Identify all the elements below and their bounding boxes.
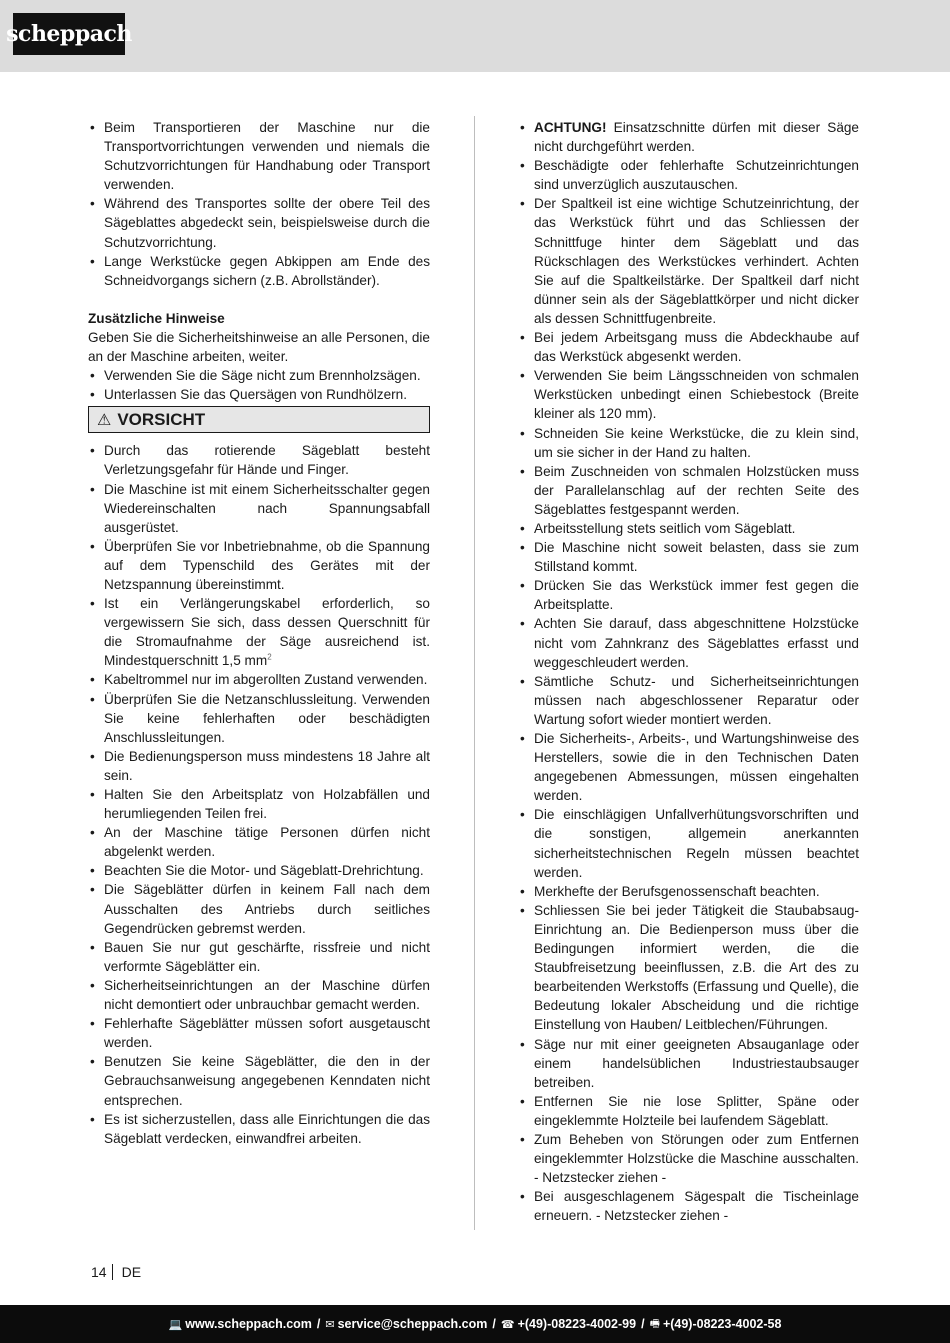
additional-notes-heading: Zusätzliche Hinweise <box>88 310 225 326</box>
list-item: • Schliessen Sie bei jeder Tätigkeit die Staubabsaug- Einrichtung an. Die Bedienperson muss über die Bedingungen informiert werden, die die Staubfreisetzung beeinflussen, z.B. die Art des zu bearbeitenden Werkstoffs (Erfassung und Quelle), die Bedeutung lokaler Abscheidung und die richtige Einstellung von Hauben/ Leitblechen/Führungen. <box>518 901 859 1035</box>
list-item: • An der Maschine tätige Personen dürfen nicht abgelenkt werden. <box>88 823 430 861</box>
list-item: • Merkhefte der Berufsgenossenschaft beachten. <box>518 882 859 901</box>
scheppach-logo: scheppach <box>13 13 125 55</box>
phone-icon: ☎ <box>500 1317 515 1331</box>
list-item: • Benutzen Sie keine Sägeblätter, die den in der Gebrauchsanweisung angegebenen Kenndaten nicht entsprechen. <box>88 1052 430 1109</box>
list-item: • Verwenden Sie beim Längsschneiden von schmalen Werkstücken unbedingt einen Schiebestock (Breite kleiner als 120 mm). <box>518 366 859 423</box>
contact-separator: / <box>316 1317 321 1331</box>
list-item: • Drücken Sie das Werkstück immer fest gegen die Arbeitsplatte. <box>518 576 859 614</box>
list-item: • Beim Zuschneiden von schmalen Holzstücken muss der Parallelanschlag auf der rechten Seite des Sägeblattes festgespannt werden. <box>518 462 859 519</box>
column-divider <box>474 116 475 1230</box>
website-link[interactable]: www.scheppach.com <box>185 1317 312 1331</box>
list-item <box>88 594 430 670</box>
additional-notes-intro: Geben Sie die Sicherheitshinweise an alle Personen, die an der Maschine arbeiten, weiter. <box>88 329 430 365</box>
list-item <box>518 118 859 156</box>
left-column <box>88 118 430 1148</box>
fax-number: +(49)-08223-4002-58 <box>662 1317 782 1331</box>
list-item: • Kabeltrommel nur im abgerollten Zustand verwenden. <box>88 670 430 689</box>
list-item: • Beachten Sie die Motor- und Sägeblatt-Drehrichtung. <box>88 861 430 880</box>
list-item: • Die Sägeblätter dürfen in keinem Fall nach dem Ausschalten des Antriebs durch seitliches Gegendrücken gebremst werden. <box>88 880 430 937</box>
list-item: • Entfernen Sie nie lose Splitter, Späne oder eingeklemmte Holzteile bei laufendem Sägeblatt. <box>518 1092 859 1130</box>
computer-icon: 💻 <box>168 1317 183 1331</box>
language-code: DE <box>121 1264 142 1280</box>
attention-bullet-list <box>518 118 859 156</box>
attention-text: Einsatzschnitte dürfen mit dieser Säge nicht durchgeführt werden. <box>534 120 859 155</box>
list-item: • Während des Transportes sollte der obere Teil des Sägeblattes abgedeckt sein, beispielsweise durch die Schutzvorrichtung. <box>88 194 430 251</box>
contact-bar <box>0 1305 950 1343</box>
list-item: • Sämtliche Schutz- und Sicherheitseinrichtungen müssen nach abgeschlossener Reparatur oder Wartung sofort wieder montiert werden. <box>518 672 859 729</box>
page-number: 14 <box>91 1264 107 1280</box>
cable-bullet-list <box>88 594 430 670</box>
list-item: • Die Bedienungsperson muss mindestens 18 Jahre alt sein. <box>88 747 430 785</box>
cable-text: Ist ein Verlängerungskabel erforderlich, so vergewissern Sie sich, dass dessen Querschnitt für die Stromaufnahme der Säge ausreichend ist. Mindestquerschnitt 1,5 mm <box>104 596 430 669</box>
list-item: • Schneiden Sie keine Werkstücke, die zu klein sind, um sie sicher in der Hand zu halten. <box>518 424 859 462</box>
caution-label: VORSICHT <box>117 410 206 430</box>
caution-box <box>88 406 430 433</box>
fax-icon: 🖷 <box>649 1316 660 1330</box>
caution-bullet-list-b <box>88 670 430 1147</box>
contact-separator: / <box>492 1317 496 1331</box>
list-item: • Zum Beheben von Störungen oder zum Entfernen eingeklemmter Holzstücke die Maschine ausschalten. - Netzstecker ziehen - <box>518 1130 859 1187</box>
page-separator <box>112 1264 113 1280</box>
unit-superscript: 2 <box>267 652 272 662</box>
warning-triangle-icon: ⚠ <box>97 410 112 430</box>
list-item: • Der Spaltkeil ist eine wichtige Schutzeinrichtung, der das Werkstück führt und das Schliessen der Schnittfuge hinter dem Sägeblatt und das Rückschlagen des Werkstückes verhindert. Achten Sie auf die Spaltkeilstärke. Der Spaltkeil darf nicht dünner sein als der Sägeblattkörper und nicht dicker als dessen Schnittfugenbreite. <box>518 194 859 328</box>
right-column <box>518 118 859 1225</box>
list-item: • Die Sicherheits-, Arbeits-, und Wartungshinweise des Herstellers, sowie die in den Technischen Daten angegebenen Abmessungen, müssen eingehalten werden. <box>518 729 859 805</box>
page-footer <box>91 1264 141 1280</box>
list-item: • Es ist sicherzustellen, dass alle Einrichtungen die das Sägeblatt verdecken, einwandfrei arbeiten. <box>88 1110 430 1148</box>
list-item: • Überprüfen Sie vor Inbetriebnahme, ob die Spannung auf dem Typenschild des Gerätes mit der Netzspannung übereinstimmt. <box>88 537 430 594</box>
list-item: • Durch das rotierende Sägeblatt besteht Verletzungsgefahr für Hände und Finger. <box>88 441 430 479</box>
list-item: • Die Maschine nicht soweit belasten, dass sie zum Stillstand kommt. <box>518 538 859 576</box>
phone-number[interactable]: +(49)-08223-4002-99 <box>517 1317 637 1331</box>
mail-icon: ✉ <box>325 1317 335 1331</box>
list-item: • Säge nur mit einer geeigneten Absauganlage oder einem handelsüblichen Industriestaubsauger betreiben. <box>518 1035 859 1092</box>
page-header <box>0 0 950 72</box>
email-link[interactable]: service@scheppach.com <box>337 1317 488 1331</box>
list-item: • Achten Sie darauf, dass abgeschnittene Holzstücke nicht vom Zahnkranz des Sägeblattes erfasst und weggeschleudert werden. <box>518 614 859 671</box>
list-item: • Beschädigte oder fehlerhafte Schutzeinrichtungen sind unverzüglich auszutauschen. <box>518 156 859 194</box>
list-item: • Die Maschine ist mit einem Sicherheitsschalter gegen Wiedereinschalten nach Spannungsabfall ausgerüstet. <box>88 480 430 537</box>
list-item: • Fehlerhafte Sägeblätter müssen sofort ausgetauscht werden. <box>88 1014 430 1052</box>
list-item: • Bauen Sie nur gut geschärfte, rissfreie und nicht verformte Sägeblätter ein. <box>88 938 430 976</box>
list-item: • Sicherheitseinrichtungen an der Maschine dürfen nicht demontiert oder unbrauchbar gemacht werden. <box>88 976 430 1014</box>
list-item: • Unterlassen Sie das Quersägen von Rundhölzern. <box>88 385 430 404</box>
list-item: • Halten Sie den Arbeitsplatz von Holzabfällen und herumliegenden Teilen frei. <box>88 785 430 823</box>
list-item: • Arbeitsstellung stets seitlich vom Sägeblatt. <box>518 519 859 538</box>
contact-separator: / <box>641 1317 645 1331</box>
list-item: • Beim Transportieren der Maschine nur die Transportvorrichtungen verwenden und niemals die Schutzvorrichtungen für Handhabung oder Transport verwenden. <box>88 118 430 194</box>
caution-bullet-list-a <box>88 441 430 594</box>
list-item: • Die einschlägigen Unfallverhütungsvorschriften und die sonstigen, allgemein anerkannten sicherheitstechnischen Regeln müssen beachtet werden. <box>518 805 859 881</box>
additional-bullet-list <box>88 366 430 404</box>
transport-bullet-list <box>88 118 430 290</box>
list-item: • Bei ausgeschlagenem Sägespalt die Tischeinlage erneuern. - Netzstecker ziehen - <box>518 1187 859 1225</box>
right-bullet-list <box>518 156 859 1225</box>
list-item: • Lange Werkstücke gegen Abkippen am Ende des Schneidvorgangs sichern (z.B. Abrollständer). <box>88 252 430 290</box>
attention-label: ACHTUNG! <box>534 120 607 135</box>
list-item: • Bei jedem Arbeitsgang muss die Abdeckhaube auf das Werkstück abgesenkt werden. <box>518 328 859 366</box>
list-item: • Überprüfen Sie die Netzanschlussleitung. Verwenden Sie keine fehlerhaften oder beschädigten Anschlussleitungen. <box>88 690 430 747</box>
list-item: • Verwenden Sie die Säge nicht zum Brennholzsägen. <box>88 366 430 385</box>
